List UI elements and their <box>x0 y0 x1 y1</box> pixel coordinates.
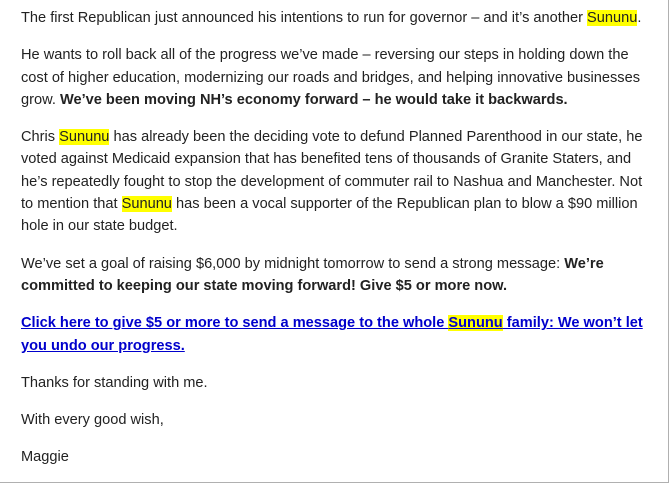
paragraph-cta <box>21 312 648 357</box>
donate-link-text-end[interactable]: family: We won’t let you undo our progress. <box>21 315 643 354</box>
paragraph-announcement <box>21 7 648 29</box>
paragraph-rollback <box>21 44 648 111</box>
highlighted-name[interactable]: Sununu <box>448 315 503 332</box>
donate-link[interactable] <box>21 315 643 353</box>
announcement-text: The first Republican just announced his intentions to run for governor – and it’s another <box>21 10 587 26</box>
paragraph-thanks: Thanks for standing with me. <box>21 374 208 391</box>
paragraph-record <box>21 126 648 237</box>
signature: Maggie <box>21 449 69 466</box>
record-text-c: has been a vocal supporter of the Republican plan to blow a $90 million hole in our state budget. <box>21 196 638 235</box>
paragraph-goal <box>21 253 648 298</box>
rollback-text: He wants to roll back all of the progress we’ve made – reversing our steps in holding down the cost of higher education, modernizing our roads and bridges, and helping innovative businesses grow. <box>21 47 641 108</box>
announcement-end: . <box>637 10 642 26</box>
rollback-bold-text: We’ve been moving NH’s economy forward – he would take it backwards. <box>59 91 568 108</box>
goal-bold-text: We’re committed to keeping our state moving forward! Give $5 or more now. <box>21 255 604 294</box>
paragraph-closing: With every good wish, <box>21 412 164 429</box>
donate-link-text[interactable]: Click here to give $5 or more to send a message to the whole <box>21 315 449 332</box>
record-text-a: Chris <box>21 129 60 146</box>
goal-text: We’ve set a goal of raising $6,000 by midnight tomorrow to send a strong message: <box>21 255 565 272</box>
highlighted-name: Sununu <box>587 10 638 26</box>
highlighted-name: Sununu <box>121 196 172 213</box>
record-text-b: has already been the deciding vote to defund Planned Parenthood in our state, he voted against Medicaid expansion that has benefited tens of thousands of Granite Staters, and he’s repeatedly fought to stop the development of commuter rail to Nashua and Manchester. Not to mention that <box>21 129 643 213</box>
highlighted-name: Sununu <box>59 129 110 146</box>
